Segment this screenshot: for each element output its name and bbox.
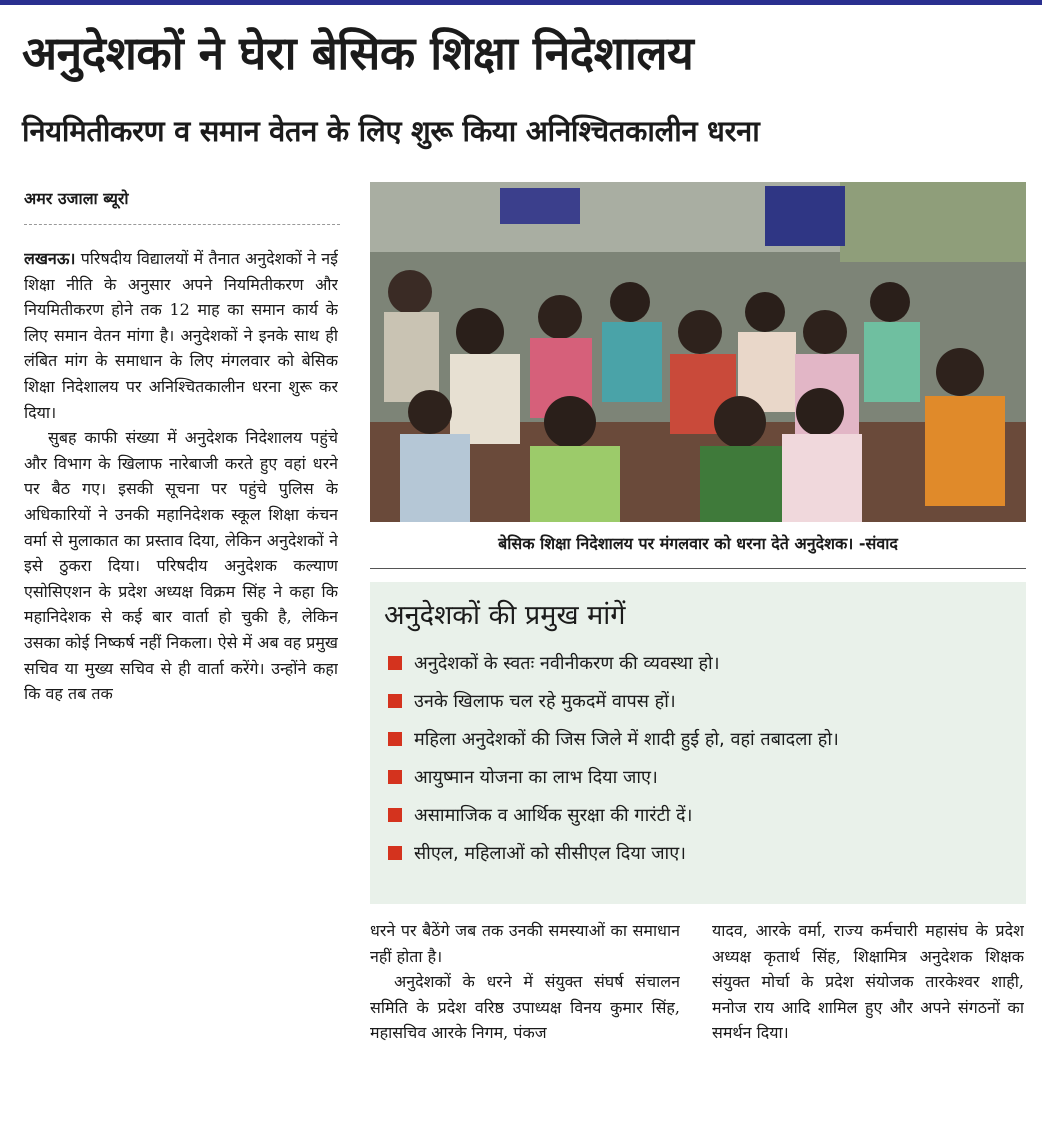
headline: अनुदेशकों ने घेरा बेसिक शिक्षा निदेशालय (22, 26, 694, 80)
article-paragraph (24, 246, 338, 425)
demands-box-title: अनुदेशकों की प्रमुख मांगें (384, 600, 626, 631)
article-paragraph: सुबह काफी संख्या में अनुदेशक निदेशालय पहुंचे और विभाग के खिलाफ नारेबाजी करते हुए वहां धरने पर बैठ गए। इसकी सूचना पर पहुंचे पुलिस के अधिकारियों ने उनकी महानिदेशक स्कूल शिक्षा कंचन वर्मा से मुलाकात का प्रस्ताव दिया, लेकिन अनुदेशकों ने इसे ठुकरा दिया। परिषदीय अनुदेशक कल्याण एसोसिएशन के प्रदेश अध्यक्ष विक्रम सिंह ने कहा कि महानिदेशक से कई बार वार्ता हो चुकी है, लेकिन उसका कोई निष्कर्ष नहीं निकला। ऐसे में अब वह प्रमुख सचिव या मुख्य सचिव से ही वार्ता करेंगे। उन्होंने कहा कि वह तब तक (24, 428, 338, 704)
square-bullet-icon (388, 770, 402, 784)
square-bullet-icon (388, 808, 402, 822)
byline-divider (24, 224, 340, 225)
demand-text: सीएल, महिलाओं को सीसीएल दिया जाए। (414, 843, 686, 864)
paragraph-text: परिषदीय विद्यालयों में तैनात अनुदेशकों ने नई शिक्षा नीति के अनुसार अपने नियमितीकरण और नियमितीकरण होने तक 12 माह का समान कार्य के लिए समान वेतन मांगा है। अनुदेशकों ने इनके साथ ही लंबित मांग के समाधान के लिए मंगलवार को बेसिक शिक्षा निदेशालय पर अनिश्चितकालीन धरना शुरू कर दिया। (24, 249, 338, 422)
protest-photo (370, 182, 1026, 522)
article-paragraph: अनुदेशकों के धरने में संयुक्त संघर्ष संचालन समिति के प्रदेश वरिष्ठ उपाध्यक्ष विनय कुमार सिंह, महासचिव आरके निगम, पंकज (370, 972, 680, 1043)
demand-item (384, 726, 1014, 764)
photo-caption: बेसिक शिक्षा निदेशालय पर मंगलवार को धरना देते अनुदेशक। -संवाद (498, 534, 898, 553)
demand-item (384, 840, 1014, 878)
square-bullet-icon (388, 732, 402, 746)
demands-list (384, 650, 1014, 878)
square-bullet-icon (388, 846, 402, 860)
dateline: लखनऊ। (24, 249, 76, 268)
protest-photo-illustration (370, 182, 1026, 522)
square-bullet-icon (388, 656, 402, 670)
demand-text: असामाजिक व आर्थिक सुरक्षा की गारंटी दें। (414, 805, 693, 826)
article-column-2 (370, 918, 680, 1118)
article-column-1 (24, 246, 338, 1116)
demand-text: आयुष्मान योजना का लाभ दिया जाए। (414, 767, 658, 788)
demand-item (384, 688, 1014, 726)
subheadline: नियमितीकरण व समान वेतन के लिए शुरू किया अनिश्चितकालीन धरना (22, 114, 760, 148)
article-paragraph: यादव, आरके वर्मा, राज्य कर्मचारी महासंघ के प्रदेश अध्यक्ष कृतार्थ सिंह, शिक्षामित्र अनुदेशक शिक्षक संयुक्त मोर्चा के प्रदेश संयोजक तारकेश्वर शाही, मनोज राय आदि शामिल हुए और अपने संगठनों का समर्थन दिया। (712, 921, 1024, 1043)
top-accent-bar (0, 0, 1042, 5)
byline: अमर उजाला ब्यूरो (24, 189, 129, 208)
demand-text: उनके खिलाफ चल रहे मुकदमें वापस हों। (414, 691, 676, 712)
demand-text: अनुदेशकों के स्वतः नवीनीकरण की व्यवस्था हो। (414, 653, 720, 674)
article-paragraph: धरने पर बैठेंगे जब तक उनकी समस्याओं का समाधान नहीं होता है। (370, 921, 680, 966)
demand-item (384, 650, 1014, 688)
caption-divider (370, 568, 1026, 569)
article-column-3 (712, 918, 1024, 1118)
square-bullet-icon (388, 694, 402, 708)
demand-text: महिला अनुदेशकों की जिस जिले में शादी हुई हो, वहां तबादला हो। (414, 729, 839, 750)
demands-box (370, 582, 1026, 904)
demand-item (384, 802, 1014, 840)
demand-item (384, 764, 1014, 802)
